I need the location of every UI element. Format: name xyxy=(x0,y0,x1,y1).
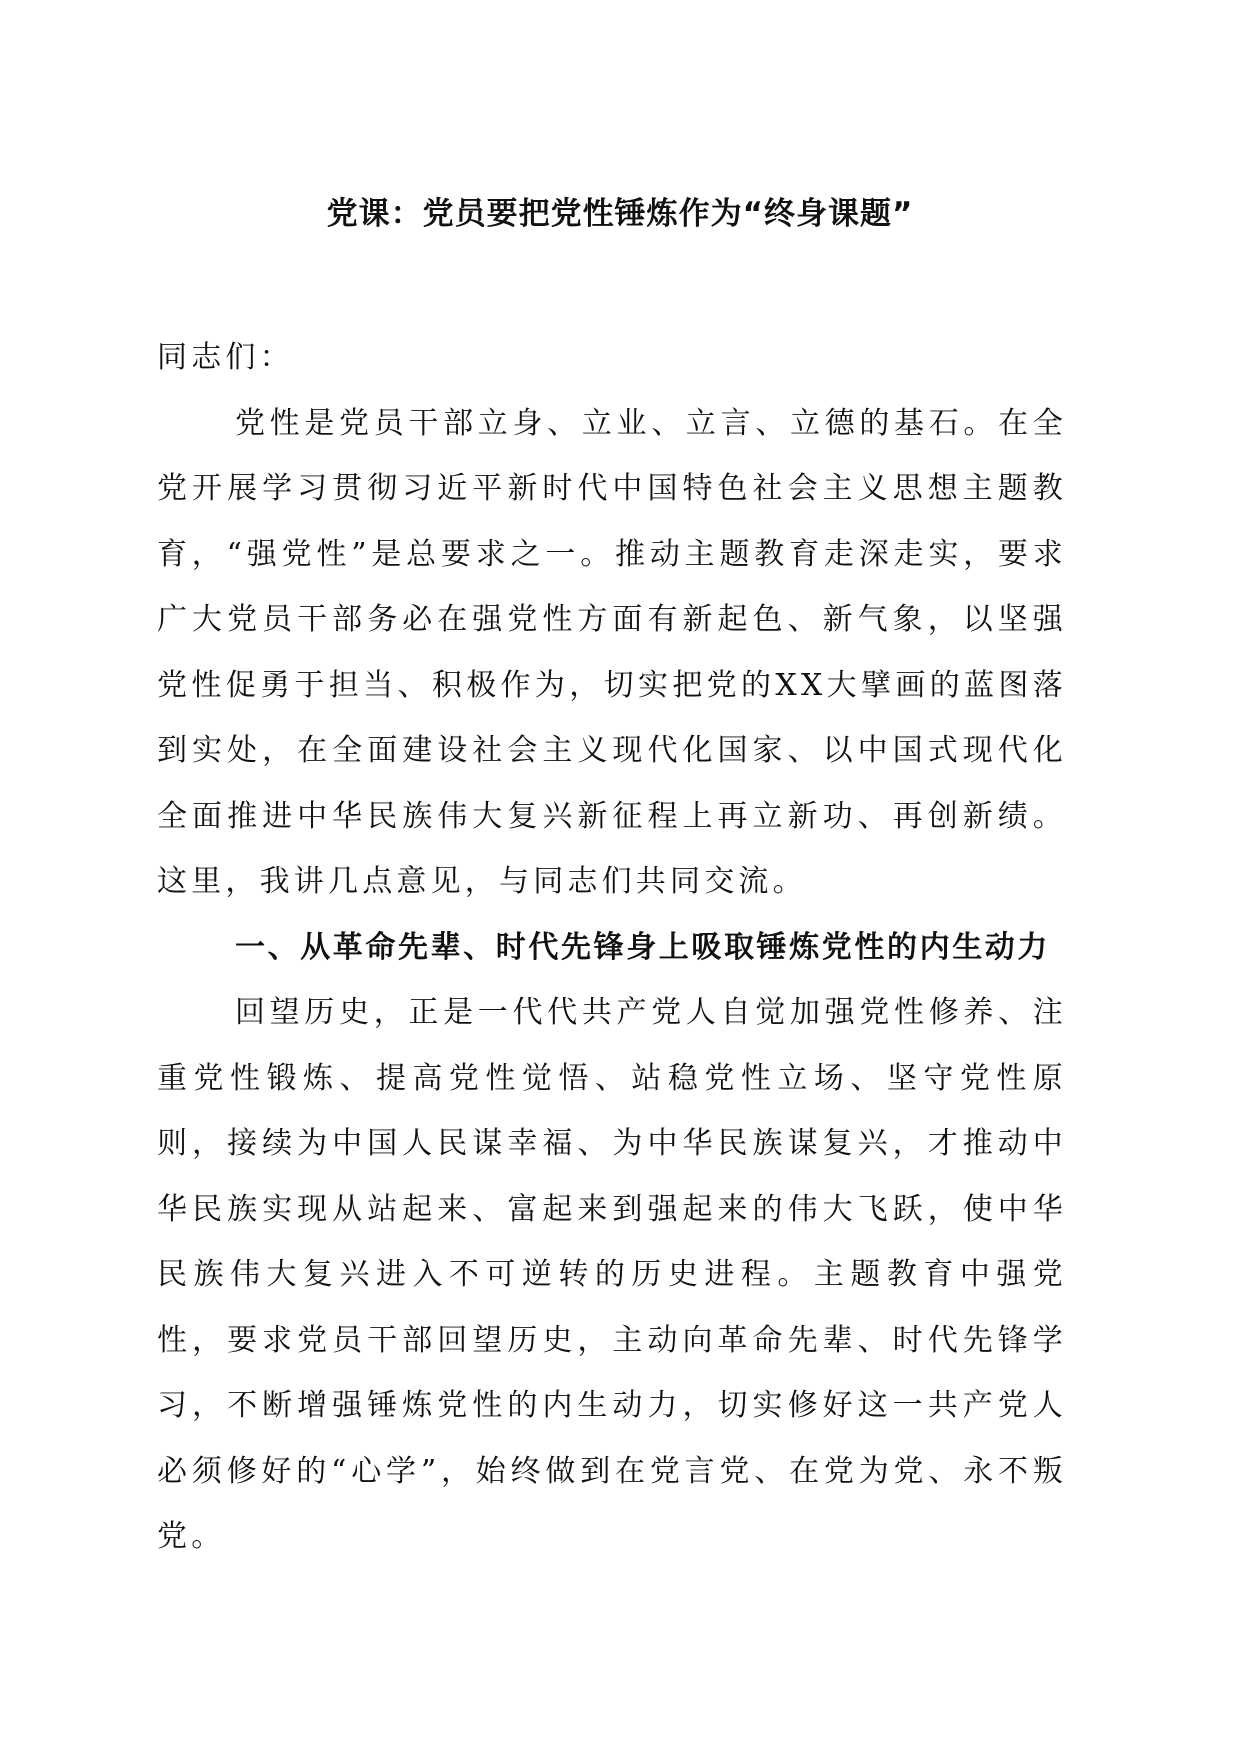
document-body xyxy=(157,325,1067,1570)
section-heading-1: 一、从革命先辈、时代先锋身上吸取锤炼党性的内生动力 xyxy=(235,929,1050,965)
document-title: 党课：党员要把党性锤炼作为“终身课题” xyxy=(326,196,914,232)
paragraph-intro: 党性是党员干部立身、立业、立言、立德的基石。在全党开展学习贯彻习近平新时代中国特色社会主义思想主题教育，“强党性”是总要求之一。推动主题教育走深走实，要求广大党员干部务必在强党性方面有新起色、新气象，以坚强党性促勇于担当、积极作为，切实把党的XX大擘画的蓝图落到实处，在全面建设社会主义现代化国家、以中国式现代化全面推进中华民族伟大复兴新征程上再立新功、再创新绩。这里，我讲几点意见，与同志们共同交流。 xyxy=(157,405,1067,899)
paragraph-section-1: 回望历史，正是一代代共产党人自觉加强党性修养、注重党性锻炼、提高党性觉悟、站稳党性立场、坚守党性原则，接续为中国人民谋幸福、为中华民族谋复兴，才推动中华民族实现从站起来、富起来到强起来的伟大飞跃，使中华民族伟大复兴进入不可逆转的历史进程。主题教育中强党性，要求党员干部回望历史，主动向革命先辈、时代先锋学习，不断增强锤炼党性的内生动力，切实修好这一共产党人必须修好的“心学”，始终做到在党言党、在党为党、永不叛党。 xyxy=(157,995,1067,1554)
greeting: 同志们： xyxy=(157,340,294,375)
